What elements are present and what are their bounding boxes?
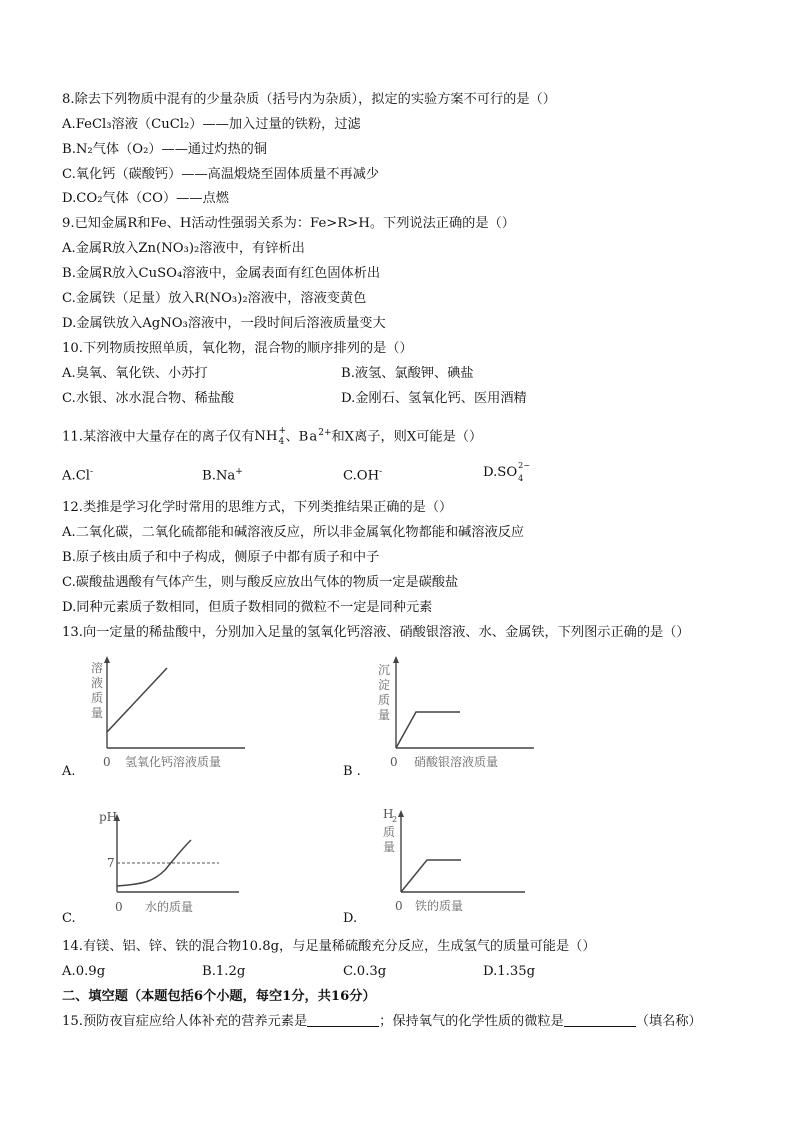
q13-graph-b-ylabel-char: 质 xyxy=(378,693,391,707)
q11-a-sup: - xyxy=(90,467,94,477)
q13-graph-b-ylabel-char: 淀 xyxy=(378,678,391,692)
q8-option-d: D.CO₂气体（CO）——点燃 xyxy=(62,191,229,206)
graph-b-origin: 0 xyxy=(390,755,398,769)
q13-graph-b xyxy=(370,656,540,776)
q15-blank-1[interactable] xyxy=(307,1013,379,1027)
graph-d-curve xyxy=(401,860,461,892)
q13-stem: 13.向一定量的稀盐酸中，分别加入足量的氢氧化钙溶液、硝酸银溶液、水、金属铁，下列图示正确的是（） xyxy=(62,625,690,640)
graph-d-ylabel-sub: 2 xyxy=(392,815,398,824)
section-2-title: 二、填空题（本题包括6个小题，每空1分，共16分） xyxy=(62,989,376,1004)
q8-option-c: C.氧化钙（碳酸钙）——高温煅烧至固体质量不再减少 xyxy=(62,167,380,182)
q9-option-d: D.金属铁放入AgNO₃溶液中，一段时间后溶液质量变大 xyxy=(62,316,386,331)
q10-option-d: D.金刚石、氢氧化钙、医用酒精 xyxy=(341,391,527,406)
graph-c-mark-7: 7 xyxy=(107,856,115,870)
q12-option-a: A.二氧化碳，二氧化硫都能和碱溶液反应，所以非金属氧化物都能和碱溶液反应 xyxy=(62,525,525,540)
q13-graph-b-ylabel-char: 量 xyxy=(378,708,391,722)
q13-graph-b-option: B . xyxy=(343,764,361,779)
q15-part3: （填名称） xyxy=(635,1014,702,1029)
q9-option-c: C.金属铁（足量）放入R(NO₃)₂溶液中，溶液变黄色 xyxy=(62,291,367,306)
q11-a-text: A.Cl xyxy=(62,468,91,484)
graph-b-y-arrow xyxy=(393,656,399,663)
q13-graph-a-ylabel-char: 质 xyxy=(91,691,104,705)
q14-stem: 14.有镁、铝、锌、铁的混合物10.8g，与足量稀硫酸充分反应，生成氢气的质量可能是（） xyxy=(62,939,596,954)
q13-graph-c-option: C. xyxy=(62,911,76,926)
q8-option-b: B.N₂气体（O₂）——通过灼热的铜 xyxy=(62,142,268,157)
graph-c-y-label: pH xyxy=(99,810,118,824)
q11-stem-pre: 11.某溶液中大量存在的离子仅有 xyxy=(62,429,255,445)
q10-option-c: C.水银、冰水混合物、稀盐酸 xyxy=(62,391,235,406)
q11-d-text: D.SO xyxy=(483,465,518,480)
q10-option-a: A.臭氧、氧化铁、小苏打 xyxy=(62,366,208,381)
q11-option-a xyxy=(62,463,93,485)
q13-graph-a-option: A. xyxy=(62,764,76,779)
q13-graph-d-option: D. xyxy=(343,911,358,926)
q11-c-sup: - xyxy=(379,467,383,477)
q11-ion2-sup: 2+ xyxy=(318,428,332,438)
q12-option-b: B.原子核由质子和中子构成，侧原子中都有质子和中子 xyxy=(62,550,380,565)
graph-d-y-arrow xyxy=(398,810,404,817)
q12-stem: 12.类推是学习化学时常用的思维方式，下列类推结果正确的是（） xyxy=(62,500,453,515)
q11-option-d xyxy=(483,463,531,482)
q14-option-a: A.0.9g xyxy=(62,964,106,979)
q13-graph-a xyxy=(85,656,255,776)
q9-option-a: A.金属R放入Zn(NO₃)₂溶液中，有锌析出 xyxy=(62,241,305,256)
graph-c-x-label: 水的质量 xyxy=(145,900,194,914)
q15-part2: ；保持氧气的化学性质的微粒是 xyxy=(379,1014,564,1029)
q9-option-b: B.金属R放入CuSO₄溶液中，金属表面有红色固体析出 xyxy=(62,266,381,281)
graph-d-origin: 0 xyxy=(395,899,403,913)
q11-ion1-text: NH xyxy=(254,429,278,445)
q11-d-sup: 2− xyxy=(518,461,530,470)
graph-a-y-arrow xyxy=(104,656,110,663)
graph-a-origin: 0 xyxy=(103,755,111,769)
q11-stem xyxy=(62,424,482,446)
q14-option-c: C.0.3g xyxy=(343,964,387,979)
q15-line xyxy=(62,1013,702,1031)
q11-ion2: Ba xyxy=(298,429,319,445)
q11-c-text: C.OH xyxy=(343,468,380,484)
q15-part1: 15.预防夜盲症应给人体补充的营养元素是 xyxy=(62,1014,308,1029)
q13-graph-d-ylabel-char: 质 xyxy=(383,825,396,839)
q14-option-b: B.1.2g xyxy=(202,964,246,979)
q11-ion-ammonium xyxy=(254,426,287,448)
graph-d-x-label: 铁的质量 xyxy=(415,899,464,913)
q8-option-a: A.FeCl₃溶液（CuCl₂）——加入过量的铁粉，过滤 xyxy=(62,117,361,132)
q11-sep: 、 xyxy=(285,429,299,445)
q11-b-sup: + xyxy=(235,467,243,477)
q12-option-c: C.碳酸盐遇酸有气体产生，则与酸反应放出气体的物质一定是碳酸盐 xyxy=(62,575,459,590)
q10-option-b: B.液氢、氯酸钾、碘盐 xyxy=(341,366,474,381)
q11-ion1-sub: 4 xyxy=(278,437,285,448)
graph-a-x-label: 氢氧化钙溶液质量 xyxy=(125,755,222,769)
q13-graph-c xyxy=(93,808,253,920)
q12-option-d: D.同种元素质子数相同，但质子数相同的微粒不一定是同种元素 xyxy=(62,600,433,615)
q11-option-b xyxy=(202,463,243,485)
q13-graph-b-ylabel-char: 沉 xyxy=(378,663,391,677)
q13-graph-d-ylabel-char: 量 xyxy=(383,840,396,854)
q9-stem: 9.已知金属R和Fe、H活动性强弱关系为：Fe>R>H。下列说法正确的是（） xyxy=(62,216,515,231)
graph-b-curve xyxy=(396,712,460,748)
q13-graph-a-ylabel-char: 液 xyxy=(91,676,104,690)
q14-option-d: D.1.35g xyxy=(483,964,536,979)
graph-c-origin: 0 xyxy=(115,900,123,914)
q11-d-sub: 4 xyxy=(518,474,524,483)
graph-a-curve xyxy=(107,668,167,732)
q13-graph-a-ylabel-char: 量 xyxy=(91,706,104,720)
q10-stem: 10.下列物质按照单质，氧化物，混合物的顺序排列的是（） xyxy=(62,341,413,356)
graph-b-x-label: 硝酸银溶液质量 xyxy=(414,755,499,769)
q13-graph-d xyxy=(375,800,535,920)
q8-stem: 8.除去下列物质中混有的少量杂质（括号内为杂质），拟定的实验方案不可行的是（） xyxy=(62,92,556,107)
q11-option-c xyxy=(343,463,382,485)
q11-b-text: B.Na xyxy=(202,468,236,484)
q11-stem-post: 和X离子，则X可能是（） xyxy=(331,429,483,445)
q11-ion1-sup: + xyxy=(278,426,287,437)
q15-blank-2[interactable] xyxy=(564,1013,636,1027)
graph-d-ylabel-h: H xyxy=(383,807,394,821)
q13-graph-a-ylabel-char: 溶 xyxy=(91,661,104,675)
